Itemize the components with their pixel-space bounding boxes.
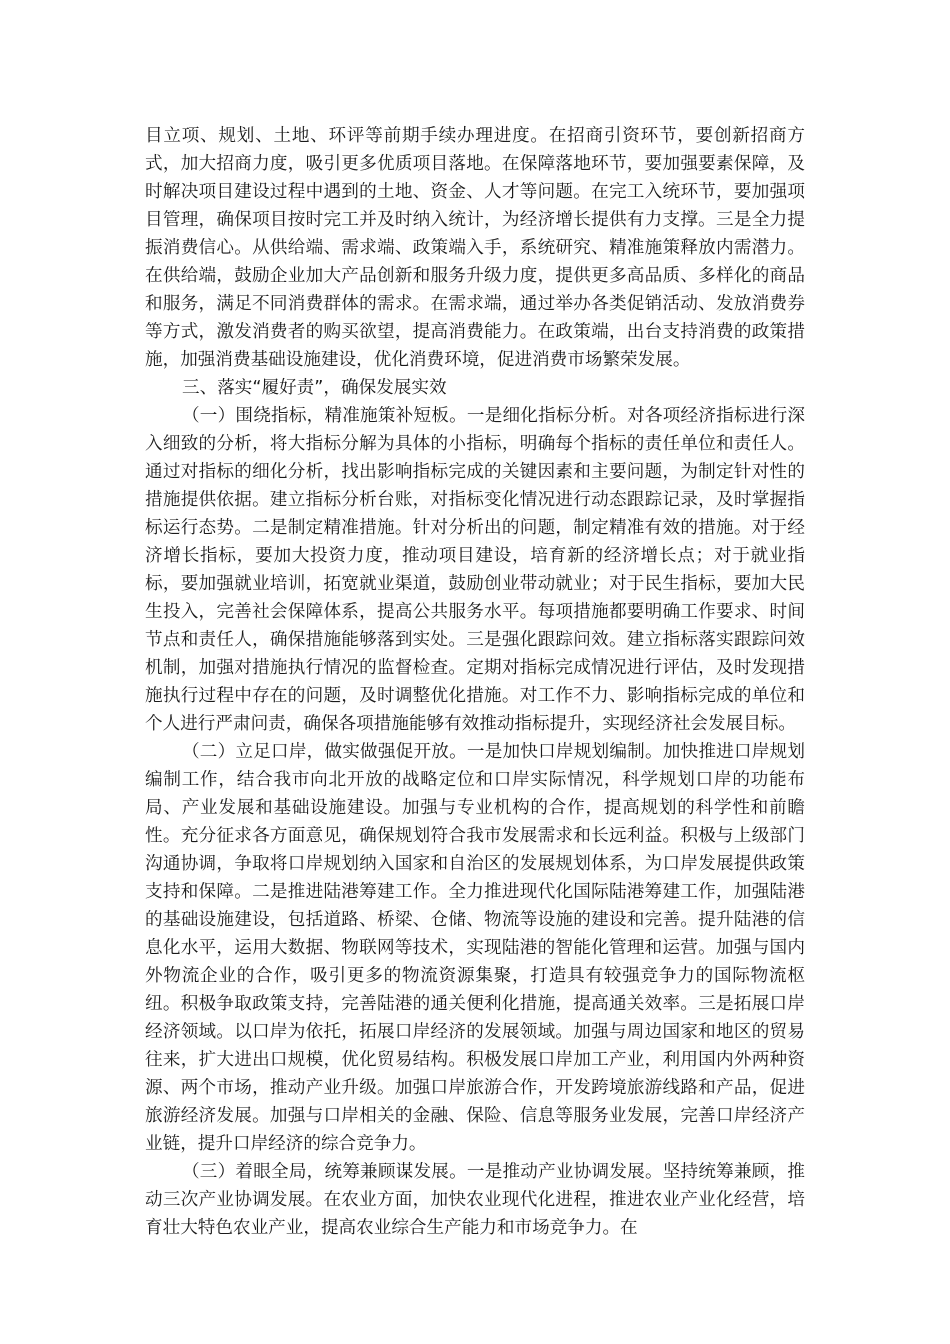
body-paragraph-continuation: 目立项、规划、土地、环评等前期手续办理进度。在招商引资环节，要创新招商方式，加大招商力度，吸引更多优质项目落地。在保障落地环节，要加强要素保障，及时解决项目建设过程中遇到的土地、资金、人才等问题。在完工入统环节，要加强项目管理，确保项目按时完工并及时纳入统计，为经济增长提供有力支撑。三是全力提振消费信心。从供给端、需求端、政策端入手，系统研究、精准施策释放内需潜力。在供给端，鼓励企业加大产品创新和服务升级力度，提供更多高品质、多样化的商品和服务，满足不同消费群体的需求。在需求端，通过举办各类促销活动、发放消费券等方式，激发消费者的购买欲望，提高消费能力。在政策端，出台支持消费的政策措施，加强消费基础设施建设，优化消费环境，促进消费市场繁荣发展。	[145, 126, 805, 370]
body-paragraph-subsection-1: （一）围绕指标，精准施策补短板。一是细化指标分析。对各项经济指标进行深入细致的分析，将大指标分解为具体的小指标，明确每个指标的责任单位和责任人。通过对指标的细化分析，找出影响指标完成的关键因素和主要问题，为制定针对性的措施提供依据。建立指标分析台账，对指标变化情况进行动态跟踪记录，及时掌握指标运行态势。二是制定精准措施。针对分析出的问题，制定精准有效的措施。对于经济增长指标，要加大投资力度，推动项目建设，培育新的经济增长点；对于就业指标，要加强就业培训，拓宽就业渠道，鼓励创业带动就业；对于民生指标，要加大民生投入，完善社会保障体系，提高公共服务水平。每项措施都要明确工作要求、时间节点和责任人，确保措施能够落到实处。三是强化跟踪问效。建立指标落实跟踪问效机制，加强对措施执行情况的监督检查。定期对指标完成情况进行评估，及时发现措施执行过程中存在的问题，及时调整优化措施。对工作不力、影响指标完成的单位和个人进行严肃问责，确保各项措施能够有效推动指标提升，实现经济社会发展目标。	[145, 406, 805, 734]
body-paragraph-subsection-3: （三）着眼全局，统筹兼顾谋发展。一是推动产业协调发展。坚持统筹兼顾，推动三次产业协调发展。在农业方面，加快农业现代化进程，推进农业产业化经营，培育壮大特色农业产业，提高农业综合生产能力和市场竞争力。在	[145, 1162, 805, 1238]
body-paragraph-subsection-2: （二）立足口岸，做实做强促开放。一是加快口岸规划编制。加快推进口岸规划编制工作，结合我市向北开放的战略定位和口岸实际情况，科学规划口岸的功能布局、产业发展和基础设施建设。加强与专业机构的合作，提高规划的科学性和前瞻性。充分征求各方面意见，确保规划符合我市发展需求和长远利益。积极与上级部门沟通协调，争取将口岸规划纳入国家和自治区的发展规划体系，为口岸发展提供政策支持和保障。二是推进陆港筹建工作。全力推进现代化国际陆港筹建工作，加强陆港的基础设施建设，包括道路、桥梁、仓储、物流等设施的建设和完善。提升陆港的信息化水平，运用大数据、物联网等技术，实现陆港的智能化管理和运营。加强与国内外物流企业的合作，吸引更多的物流资源集聚，打造具有较强竞争力的国际物流枢纽。积极争取政策支持，完善陆港的通关便利化措施，提高通关效率。三是拓展口岸经济领域。以口岸为依托，拓展口岸经济的发展领域。加强与周边国家和地区的贸易往来，扩大进出口规模，优化贸易结构。积极发展口岸加工产业，利用国内外两种资源、两个市场，推动产业升级。加强口岸旅游合作，开发跨境旅游线路和产品，促进旅游经济发展。加强与口岸相关的金融、保险、信息等服务业发展，完善口岸经济产业链，提升口岸经济的综合竞争力。	[145, 742, 805, 1154]
document-body	[145, 122, 805, 1242]
section-heading: 三、落实“履好责”，确保发展实效	[182, 378, 447, 398]
